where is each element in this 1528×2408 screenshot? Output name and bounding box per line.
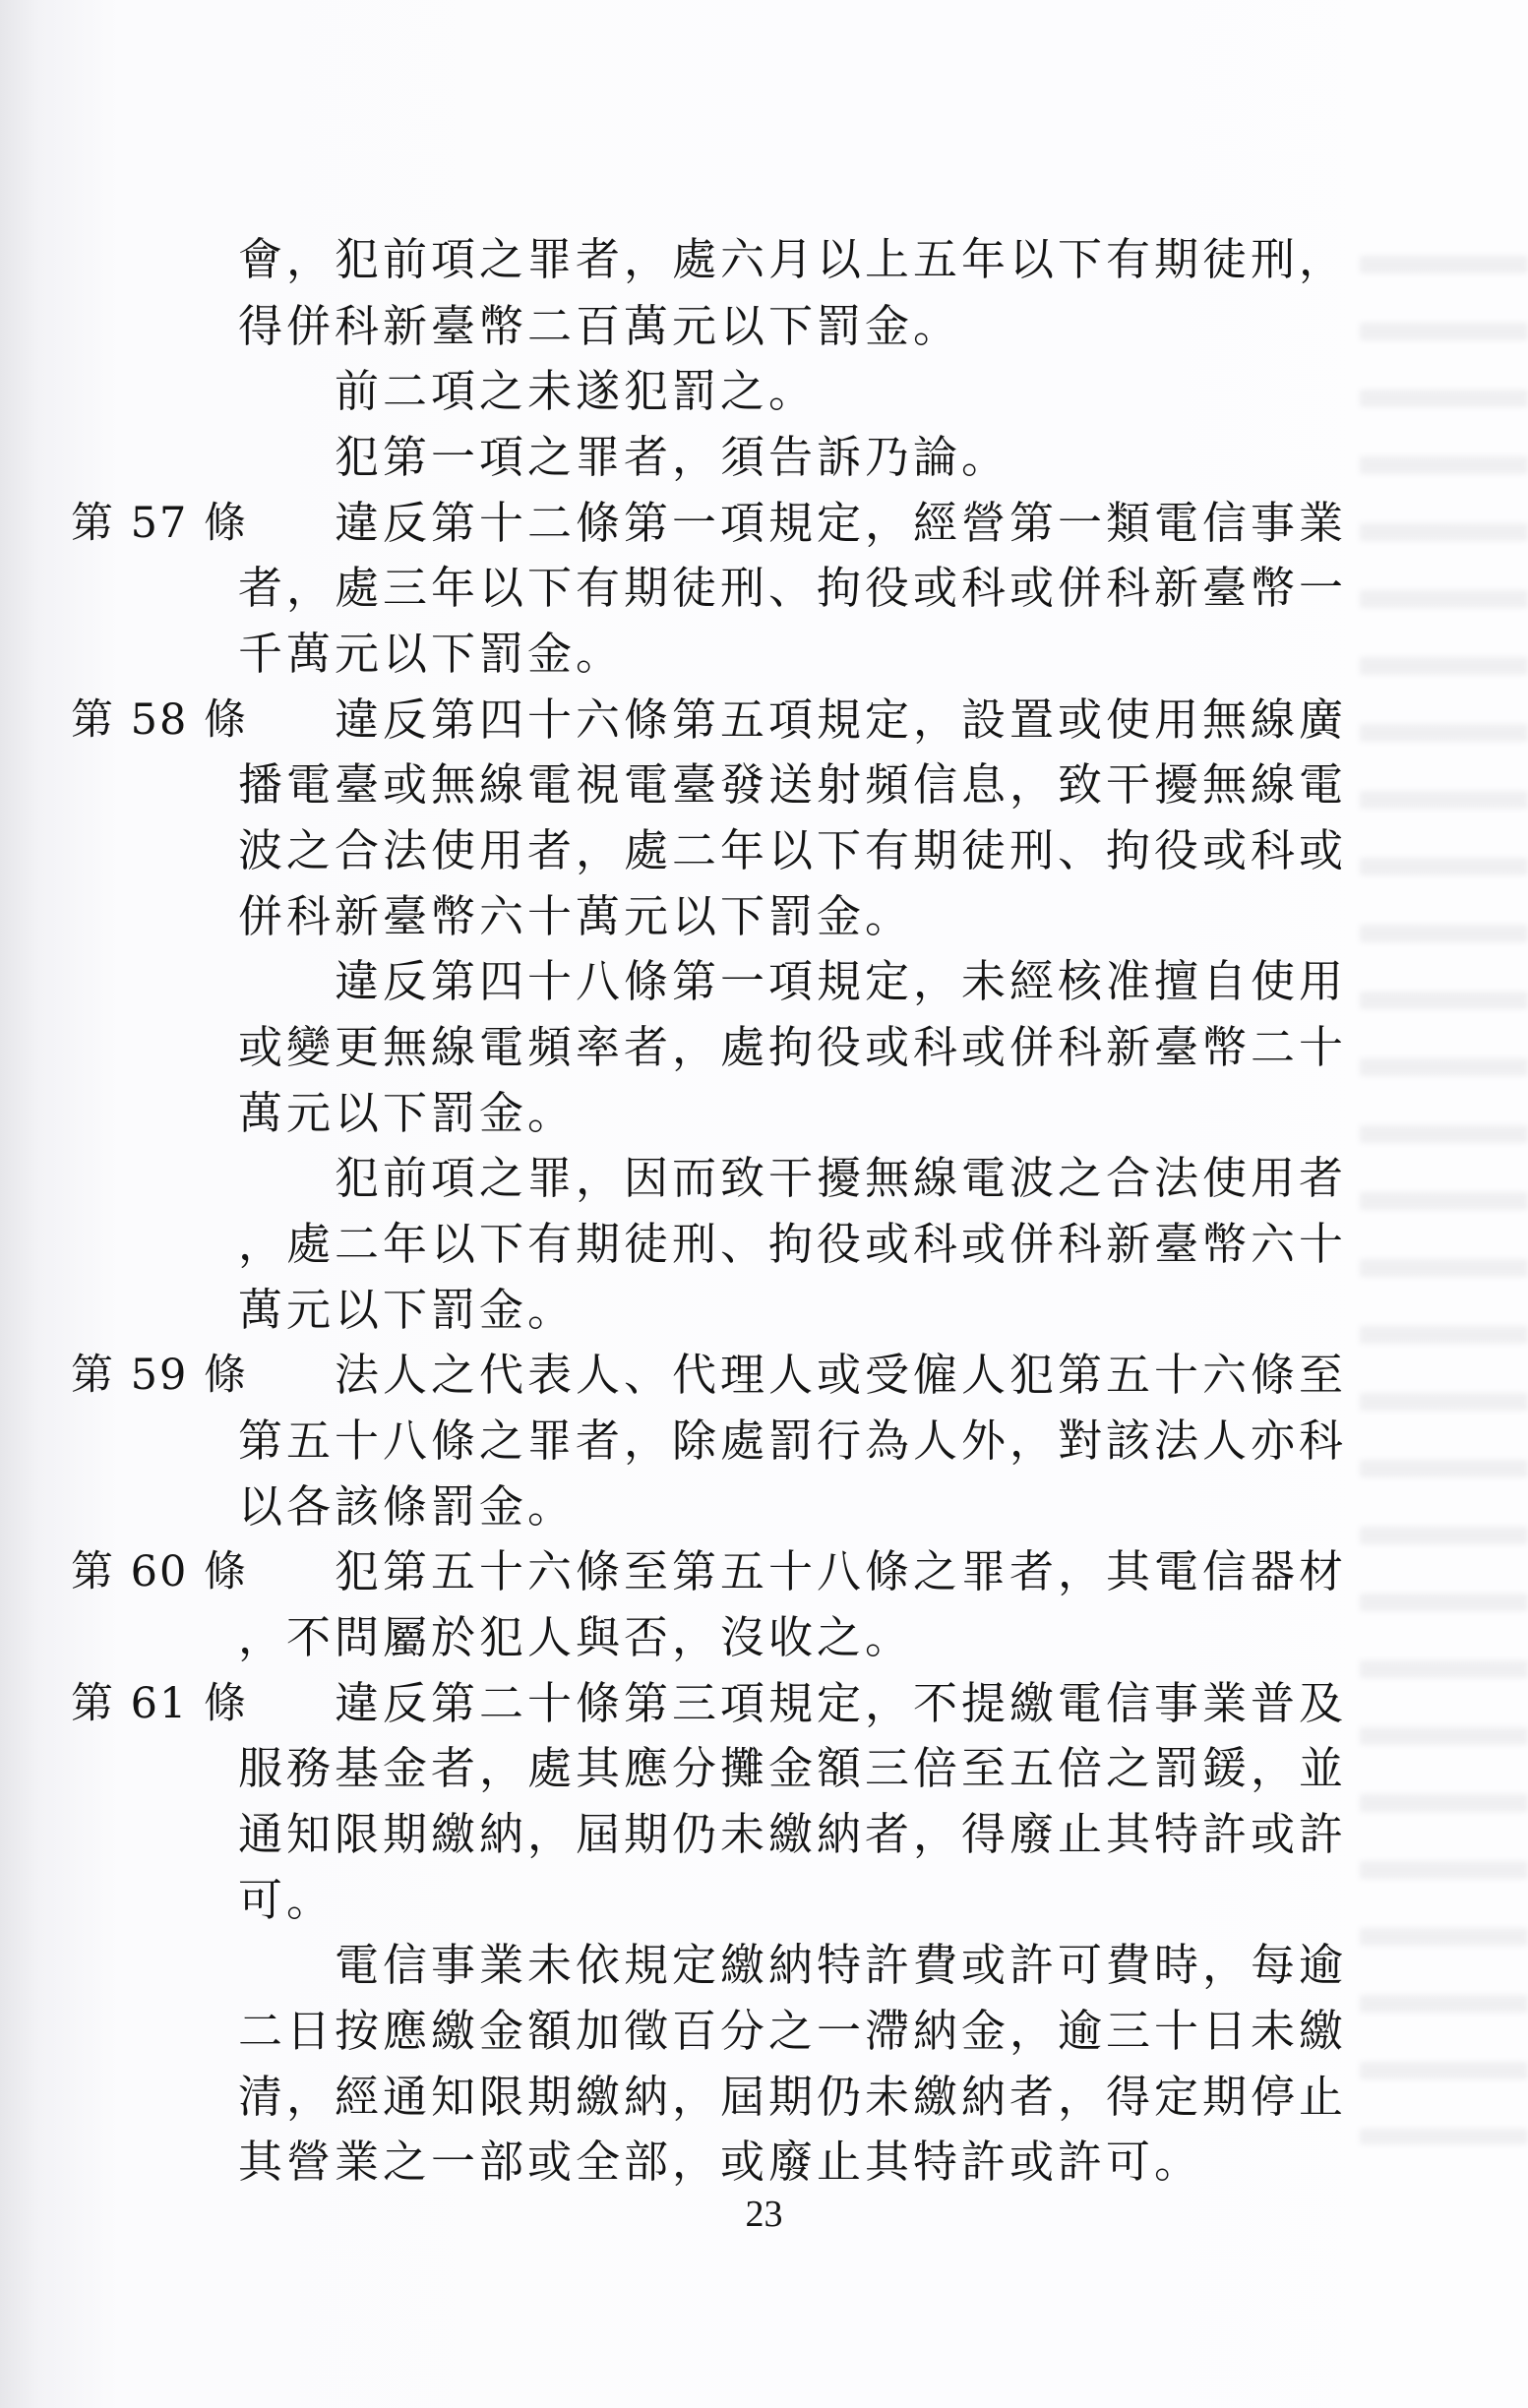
text-line: 併科新臺幣六十萬元以下罰金。: [238, 890, 914, 942]
text-line: 違反第二十條第三項規定，不提繳電信事業普及: [335, 1677, 1348, 1729]
text-line: 萬元以下罰金。: [238, 1087, 577, 1139]
article-label-57: 第 57 條: [71, 499, 249, 548]
text-line: 以各該條罰金。: [238, 1480, 577, 1533]
text-line: 前二項之未遂犯罰之。: [335, 365, 818, 417]
text-line: ，不問屬於犯人與否，沒收之。: [238, 1611, 914, 1663]
article-label-59: 第 59 條: [71, 1351, 249, 1400]
bleed-through-shadow: [1360, 216, 1528, 2144]
text-line: 違反第四十八條第一項規定，未經核准擅自使用: [335, 955, 1348, 1007]
text-line: 萬元以下罰金。: [238, 1284, 577, 1336]
text-line: 清，經通知限期繳納，屆期仍未繳納者，得定期停止: [238, 2071, 1348, 2123]
text-line: 違反第十二條第一項規定，經營第一類電信事業: [335, 497, 1348, 549]
page-number: 23: [745, 2194, 783, 2235]
text-line: 電信事業未依規定繳納特許費或許可費時，每逾: [335, 1939, 1348, 1991]
text-line: 違反第四十六條第五項規定，設置或使用無線廣: [335, 693, 1348, 746]
text-line: 犯第五十六條至第五十八條之罪者，其電信器材: [335, 1545, 1348, 1597]
text-line: 者，處三年以下有期徒刑、拘役或科或併科新臺幣一: [238, 562, 1348, 614]
text-line: 犯第一項之罪者，須告訴乃論。: [335, 431, 1010, 483]
text-line: 二日按應繳金額加徵百分之一滯納金，逾三十日未繳: [238, 2005, 1348, 2057]
text-line: 犯前項之罪，因而致干擾無線電波之合法使用者: [335, 1152, 1348, 1204]
text-line: 或變更無線電頻率者，處拘役或科或併科新臺幣二十: [238, 1021, 1348, 1073]
text-line: 千萬元以下罰金。: [238, 628, 625, 680]
text-line: 服務基金者，處其應分攤金額三倍至五倍之罰鍰，並: [238, 1742, 1348, 1794]
article-label-60: 第 60 條: [71, 1547, 249, 1596]
text-line: 波之合法使用者，處二年以下有期徒刑、拘役或科或: [238, 824, 1348, 876]
text-line: 通知限期繳納，屆期仍未繳納者，得廢止其特許或許: [238, 1808, 1348, 1860]
text-line: 得併科新臺幣二百萬元以下罰金。: [238, 300, 962, 352]
text-line: 可。: [238, 1874, 336, 1926]
article-label-61: 第 61 條: [71, 1679, 249, 1728]
text-line: 其營業之一部或全部，或廢止其特許或許可。: [238, 2136, 1203, 2188]
text-line: 會，犯前項之罪者，處六月以上五年以下有期徒刑，: [238, 233, 1348, 285]
text-line: 法人之代表人、代理人或受僱人犯第五十六條至: [335, 1349, 1348, 1401]
article-label-58: 第 58 條: [71, 695, 249, 745]
text-line: 第五十八條之罪者，除處罰行為人外，對該法人亦科: [238, 1415, 1348, 1467]
text-line: ，處二年以下有期徒刑、拘役或科或併科新臺幣六十: [238, 1218, 1348, 1270]
text-line: 播電臺或無線電視電臺發送射頻信息，致干擾無線電: [238, 758, 1348, 811]
